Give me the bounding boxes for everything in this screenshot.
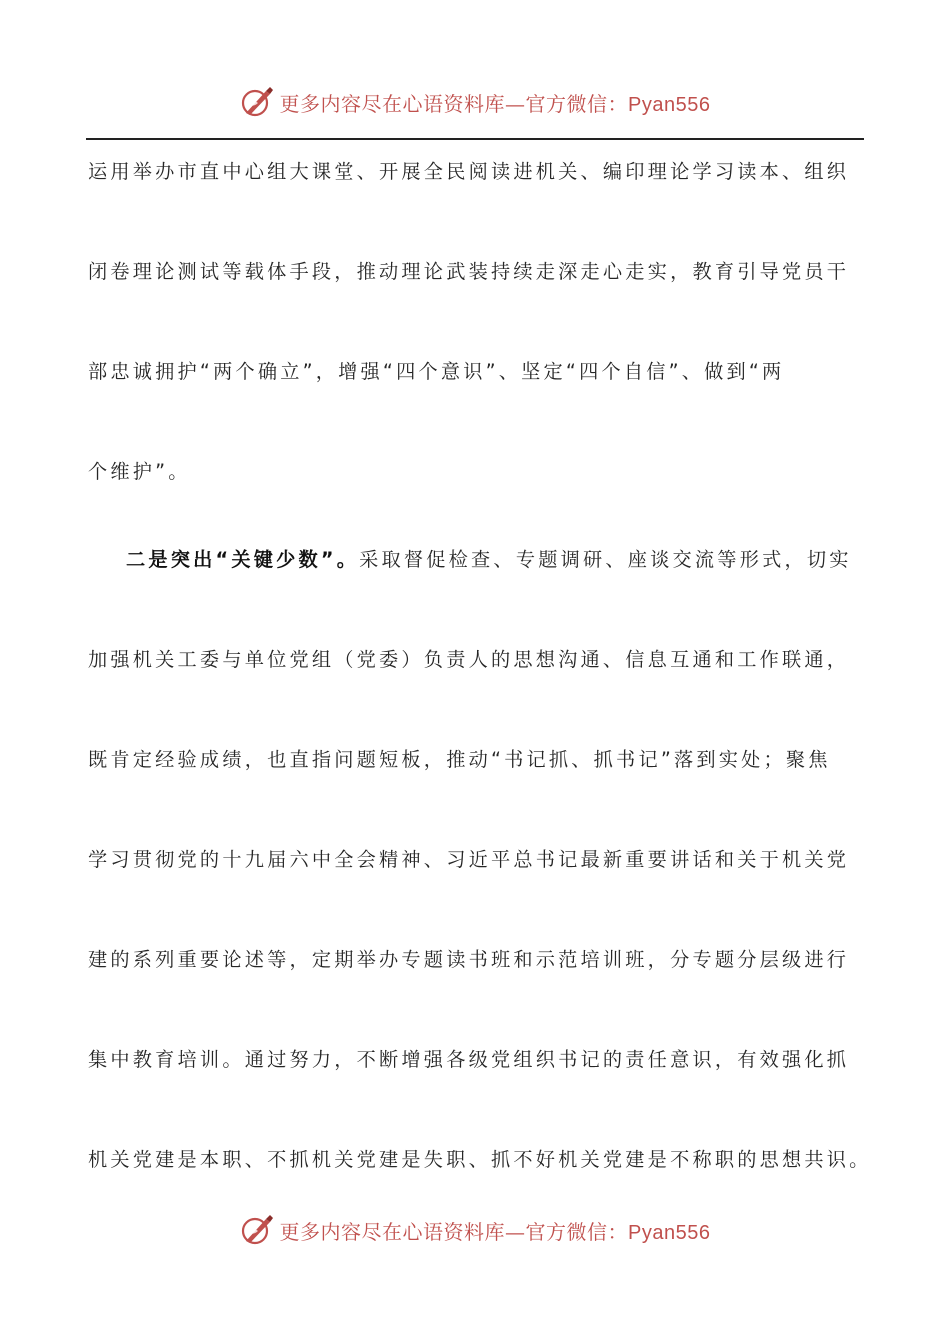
paragraph-1 <box>88 150 862 493</box>
header-banner-content <box>240 85 711 119</box>
footer-contact-value: Pyan556 <box>628 1221 711 1244</box>
footer-banner-title: 更多内容尽在心语资料库 <box>279 1219 506 1244</box>
header-contact-value: Pyan556 <box>628 93 711 116</box>
footer-banner-content <box>240 1213 711 1247</box>
header-banner-title: 更多内容尽在心语资料库 <box>279 91 506 116</box>
paragraph-2-line-5: 建的系列重要论述等，定期举办专题读书班和示范培训班，分专题分层级进行 <box>88 948 850 971</box>
paragraph-2 <box>88 538 872 1181</box>
paragraph-2-line-7: 机关党建是本职、不抓机关党建是失职、抓不好机关党建是不称职的思想共识。 <box>88 1148 872 1171</box>
paragraph-1-line-1: 运用举办市直中心组大课堂、开展全民阅读进机关、编印理论学习读本、组织 <box>88 160 850 183</box>
footer-banner-separator: — <box>505 1219 526 1244</box>
paragraph-2-line-1-rest: 采取督促检查、专题调研、座谈交流等形式，切实 <box>359 548 852 571</box>
paragraph-2-line-2: 加强机关工委与单位党组（党委）负责人的思想沟通、信息互通和工作联通， <box>88 648 850 671</box>
header-banner-separator: — <box>505 91 526 116</box>
paragraph-2-line-3: 既肯定经验成绩，也直指问题短板，推动“书记抓、抓书记”落到实处；聚焦 <box>88 748 831 771</box>
paragraph-2-line-4: 学习贯彻党的十九届六中全会精神、习近平总书记最新重要讲话和关于机关党 <box>88 848 850 871</box>
header-divider <box>86 138 864 140</box>
paragraph-2-line-1 <box>88 538 862 581</box>
paragraph-2-line-6: 集中教育培训。通过努力，不断增强各级党组织书记的责任意识，有效强化抓 <box>88 1048 850 1071</box>
pen-logo-icon <box>240 85 274 119</box>
footer-banner-text <box>280 1216 711 1245</box>
paragraph-1-line-2: 闭卷理论测试等载体手段，推动理论武装持续走深走心走实，教育引导党员干 <box>88 260 850 283</box>
header-banner <box>0 82 950 122</box>
paragraph-1-line-3: 部忠诚拥护“两个确立”，增强“四个意识”、坚定“四个自信”、做到“两 <box>88 360 785 383</box>
paragraph-2-heading: 二是突出“关键少数”。 <box>126 548 360 571</box>
footer-contact-label: 官方微信： <box>525 1219 629 1244</box>
footer-banner <box>0 1210 950 1250</box>
pen-logo-icon <box>240 1213 274 1247</box>
header-contact-label: 官方微信： <box>525 91 629 116</box>
document-body <box>88 150 872 1181</box>
header-banner-text <box>280 88 711 117</box>
paragraph-1-line-4: 个维护”。 <box>88 460 191 483</box>
